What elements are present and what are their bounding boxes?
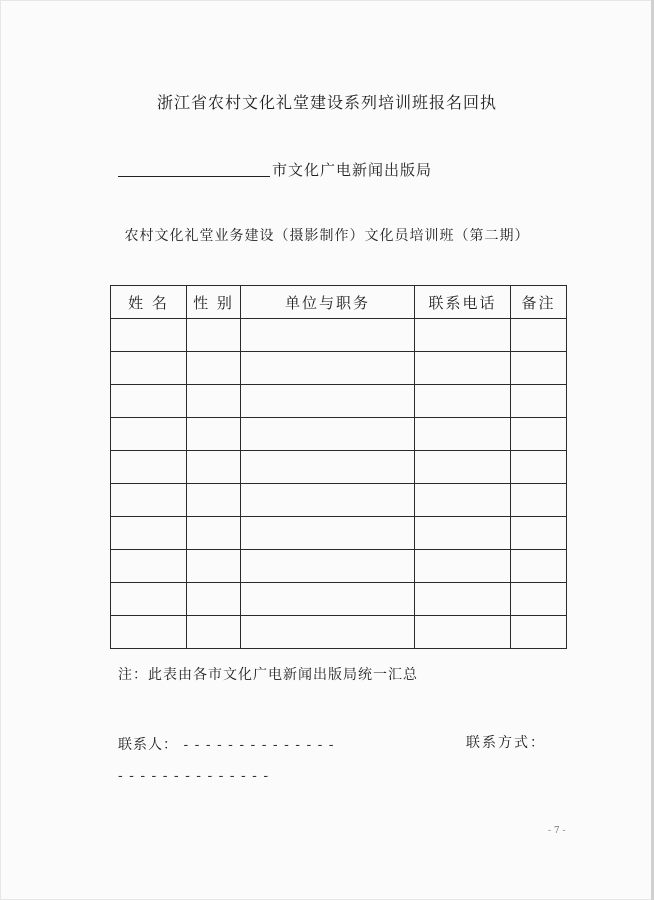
gender-cell[interactable] <box>187 550 241 583</box>
unit-cell[interactable] <box>241 319 415 352</box>
name-cell[interactable] <box>111 319 187 352</box>
unit-cell[interactable] <box>241 616 415 649</box>
note-text: 注：此表由各市文化广电新闻出版局统一汇总 <box>118 667 418 683</box>
unit-cell[interactable] <box>241 385 415 418</box>
bureau-label: 市文化广电新闻出版局 <box>272 161 433 179</box>
phone-cell[interactable] <box>415 385 511 418</box>
header-name: 姓 名 <box>111 286 187 319</box>
phone-cell[interactable] <box>415 418 511 451</box>
document-title: 浙江省农村文化礼堂建设系列培训班报名回执 <box>156 93 497 112</box>
unit-cell[interactable] <box>241 484 415 517</box>
name-cell[interactable] <box>111 583 187 616</box>
name-cell[interactable] <box>111 616 187 649</box>
contact-method-label: 联系方式： <box>466 735 546 751</box>
phone-cell[interactable] <box>415 517 511 550</box>
phone-cell[interactable] <box>415 352 511 385</box>
remarks-cell[interactable] <box>511 484 567 517</box>
table-row <box>111 583 567 616</box>
contact-person-label: 联系人： <box>118 737 178 753</box>
phone-cell[interactable] <box>415 550 511 583</box>
bureau-line-row <box>118 158 432 180</box>
remarks-cell[interactable] <box>511 517 567 550</box>
gender-cell[interactable] <box>187 517 241 550</box>
remarks-cell[interactable] <box>511 550 567 583</box>
gender-cell[interactable] <box>187 418 241 451</box>
table-row <box>111 418 567 451</box>
name-cell[interactable] <box>111 385 187 418</box>
table-row <box>111 484 567 517</box>
gender-cell[interactable] <box>187 484 241 517</box>
course-title: 农村文化礼堂业务建设（摄影制作）文化员培训班（第二期） <box>124 228 530 244</box>
table-row <box>111 616 567 649</box>
gender-cell[interactable] <box>187 319 241 352</box>
table-row <box>111 517 567 550</box>
gender-cell[interactable] <box>187 616 241 649</box>
name-cell[interactable] <box>111 484 187 517</box>
phone-cell[interactable] <box>415 319 511 352</box>
header-remarks: 备注 <box>511 286 567 319</box>
remarks-cell[interactable] <box>511 616 567 649</box>
remarks-cell[interactable] <box>511 352 567 385</box>
unit-cell[interactable] <box>241 517 415 550</box>
phone-cell[interactable] <box>415 484 511 517</box>
table-row <box>111 550 567 583</box>
unit-cell[interactable] <box>241 550 415 583</box>
name-cell[interactable] <box>111 352 187 385</box>
registration-table <box>110 285 567 649</box>
phone-cell[interactable] <box>415 583 511 616</box>
unit-cell[interactable] <box>241 583 415 616</box>
unit-cell[interactable] <box>241 418 415 451</box>
remarks-cell[interactable] <box>511 319 567 352</box>
name-cell[interactable] <box>111 550 187 583</box>
header-gender: 性 别 <box>187 286 241 319</box>
phone-cell[interactable] <box>415 616 511 649</box>
contact-person-row <box>118 734 335 754</box>
unit-cell[interactable] <box>241 352 415 385</box>
remarks-cell[interactable] <box>511 451 567 484</box>
table-row <box>111 352 567 385</box>
phone-cell[interactable] <box>415 451 511 484</box>
gender-cell[interactable] <box>187 385 241 418</box>
page-number: - 7 - <box>548 826 566 836</box>
gender-cell[interactable] <box>187 451 241 484</box>
gender-cell[interactable] <box>187 352 241 385</box>
remarks-cell[interactable] <box>511 583 567 616</box>
header-unit-position: 单位与职务 <box>241 286 415 319</box>
remarks-cell[interactable] <box>511 385 567 418</box>
header-phone: 联系电话 <box>415 286 511 319</box>
table-row <box>111 319 567 352</box>
name-cell[interactable] <box>111 451 187 484</box>
contact-method-blank[interactable]: - - - - - - - - - - - - - - <box>118 768 270 784</box>
table-row <box>111 385 567 418</box>
contact-person-blank[interactable]: - - - - - - - - - - - - - - <box>183 737 335 753</box>
name-cell[interactable] <box>111 517 187 550</box>
table-row <box>111 451 567 484</box>
table-header-row <box>111 286 567 319</box>
unit-cell[interactable] <box>241 451 415 484</box>
name-cell[interactable] <box>111 418 187 451</box>
remarks-cell[interactable] <box>511 418 567 451</box>
fill-in-blank <box>118 176 270 177</box>
gender-cell[interactable] <box>187 583 241 616</box>
